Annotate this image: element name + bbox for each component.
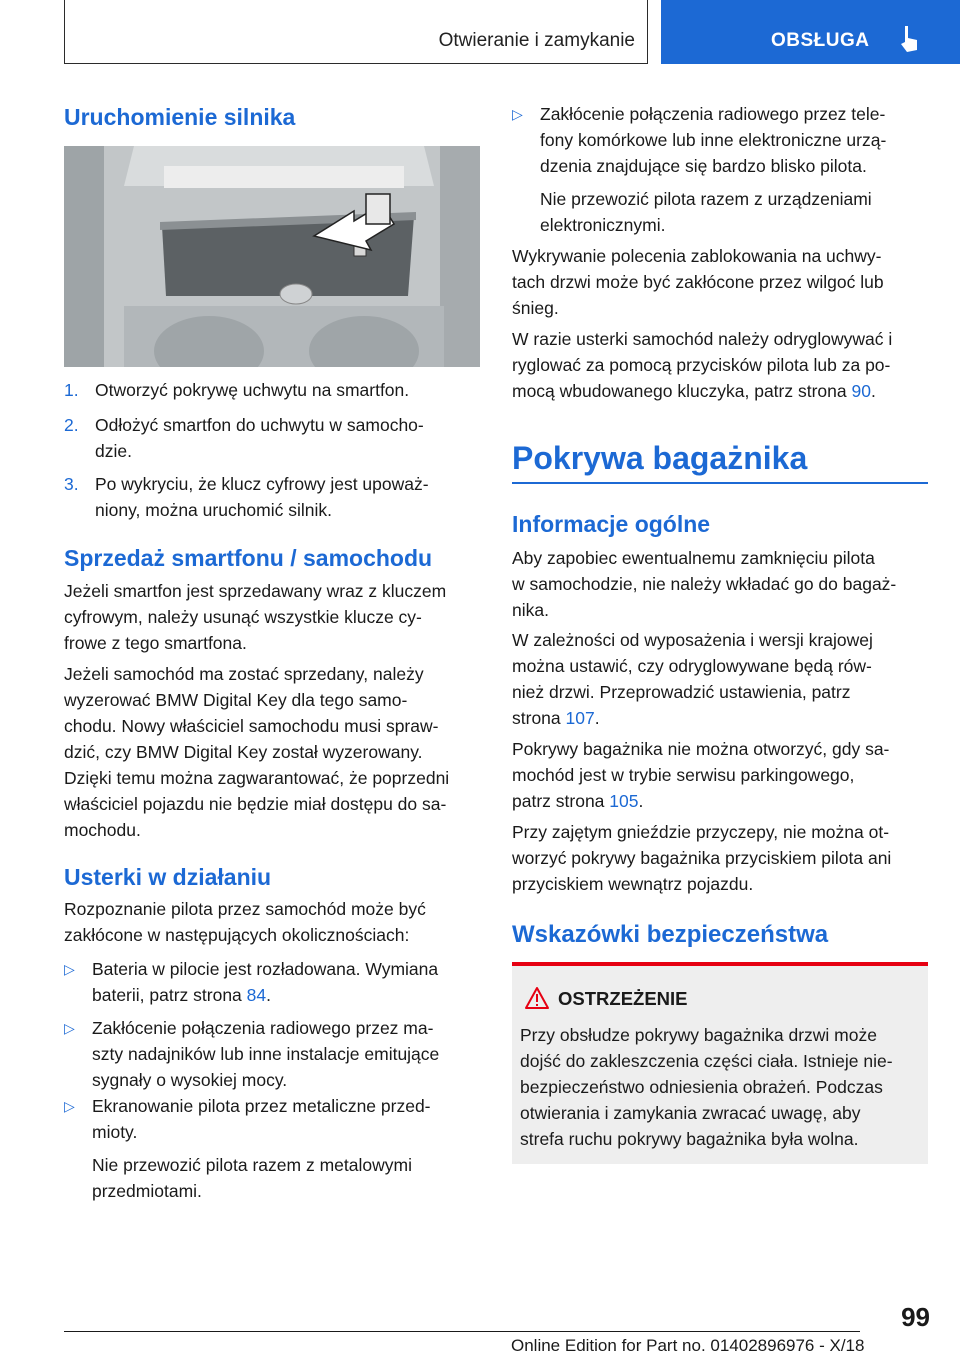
paragraph-fault-unlock: W razie usterki samochód należy odryglowywać i ryglować za pomocą przycisków pilota lub za po- mocą wbudowanego kluczyka, patrz strona 90. [512,329,893,401]
note-electronic-devices: Nie przewozić pilota razem z urządzeniami elektronicznymi. [540,189,872,235]
paragraph-sale-car: Jeżeli samochód ma zostać sprzedany, należy wyzerować BMW Digital Key dla tego samo- chodu. Nowy właściciel samochodu musi spraw- dzić, czy BMW Digital Key został wyzerowany. Dzięki temu można zagwarantować, że poprzedni właściciel pojazdu nie będzie miał dostępu do sa- mochodu. [64,664,450,840]
heading-faults: Usterki w działaniu [64,864,272,890]
hand-pointer-icon [897,24,921,59]
bullet-triangle-icon: ▷ [512,106,523,122]
paragraph-valet-mode: Pokrywy bagażnika nie można otworzyć, gdy sa- mochód jest w trybie serwisu parkingowego, patrz strona 105. [512,739,890,811]
page-link-84[interactable]: 84 [246,985,267,1005]
bullet-triangle-icon: ▷ [64,961,75,977]
heading-engine-start: Uruchomienie silnika [64,104,296,130]
heading-safety: Wskazówki bezpieczeństwa [512,921,829,948]
chapter-rule [512,482,928,484]
paragraph-key-in-trunk: Aby zapobiec ewentualnemu zamknięciu pilota w samochodzie, nie należy wkładać go do bagaż- nika. [512,548,897,620]
header-chapter-tab[interactable] [661,0,960,64]
step-number: 1. [64,380,79,400]
paragraph-trailer-socket: Przy zajętym gnieździe przyczepy, nie można ot- worzyć pokrywy bagażnika przyciskiem pilota ani przyciskiem wewnątrz pojazdu. [512,822,892,894]
warning-triangle-icon [524,986,550,1015]
chapter-title-trunk-lid: Pokrywa bagażnika [512,440,808,476]
warning-title: OSTRZEŻENIE [558,988,688,1009]
page-link-105[interactable]: 105 [609,791,639,811]
header-section-title: Otwieranie i zamykanie [438,30,635,51]
paragraph-faults-intro: Rozpoznanie pilota przez samochód może być zakłócone w następujących okolicznościach: [64,899,426,945]
warning-box [512,962,928,1164]
step-text: Otworzyć pokrywę uchwytu na smartfon. [95,380,410,400]
step-number: 2. [64,415,79,435]
header-section-box [64,0,648,64]
step-text: Po wykryciu, że klucz cyfrowy jest upoważ- niony, można uruchomić silnik. [95,474,429,520]
footer-rule [64,1331,860,1332]
page-number: 99 [901,1302,930,1332]
paragraph-sale-phone: Jeżeli smartfon jest sprzedawany wraz z kluczem cyfrowym, należy usunąć wszystkie klucze cy- frowe z tego smartfona. [64,581,447,653]
page-link-90[interactable]: 90 [851,381,871,401]
smartphone-tray-photo [64,146,480,367]
warning-text: Przy obsłudze pokrywy bagażnika drzwi może dojść do zakleszczenia części ciała. Istnieje nie- bezpieczeństwo odniesienia obrażeń. Podczas otwierania i zamykania zwracać uwagę, aby strefa ruchu pokrywy bagażnika była wolna. [520,1025,893,1149]
note-metal-objects: Nie przewozić pilota razem z metalowymi przedmiotami. [92,1155,412,1201]
header-chapter-label: OBSŁUGA [771,30,870,51]
page-link-107[interactable]: 107 [565,708,595,728]
heading-general-info: Informacje ogólne [512,511,711,537]
step-number: 3. [64,474,79,494]
bullet-triangle-icon: ▷ [64,1020,75,1036]
heading-sale: Sprzedaż smartfonu / samochodu [64,545,433,571]
footer-edition: Online Edition for Part no. 01402896976 - X/18 [511,1336,865,1355]
paragraph-door-handle: Wykrywanie polecenia zablokowania na uchwy- tach drzwi może być zakłócone przez wilgoć lub śnieg. [512,246,884,318]
paragraph-unlock-settings: W zależności od wyposażenia i wersji krajowej można ustawić, czy odryglowywane będą rów- nież drzwi. Przeprowadzić ustawienia, patrz strona 107. [512,630,873,728]
step-text: Odłożyć smartfon do uchwytu w samocho- dzie. [95,415,424,461]
bullet-triangle-icon: ▷ [64,1098,75,1114]
